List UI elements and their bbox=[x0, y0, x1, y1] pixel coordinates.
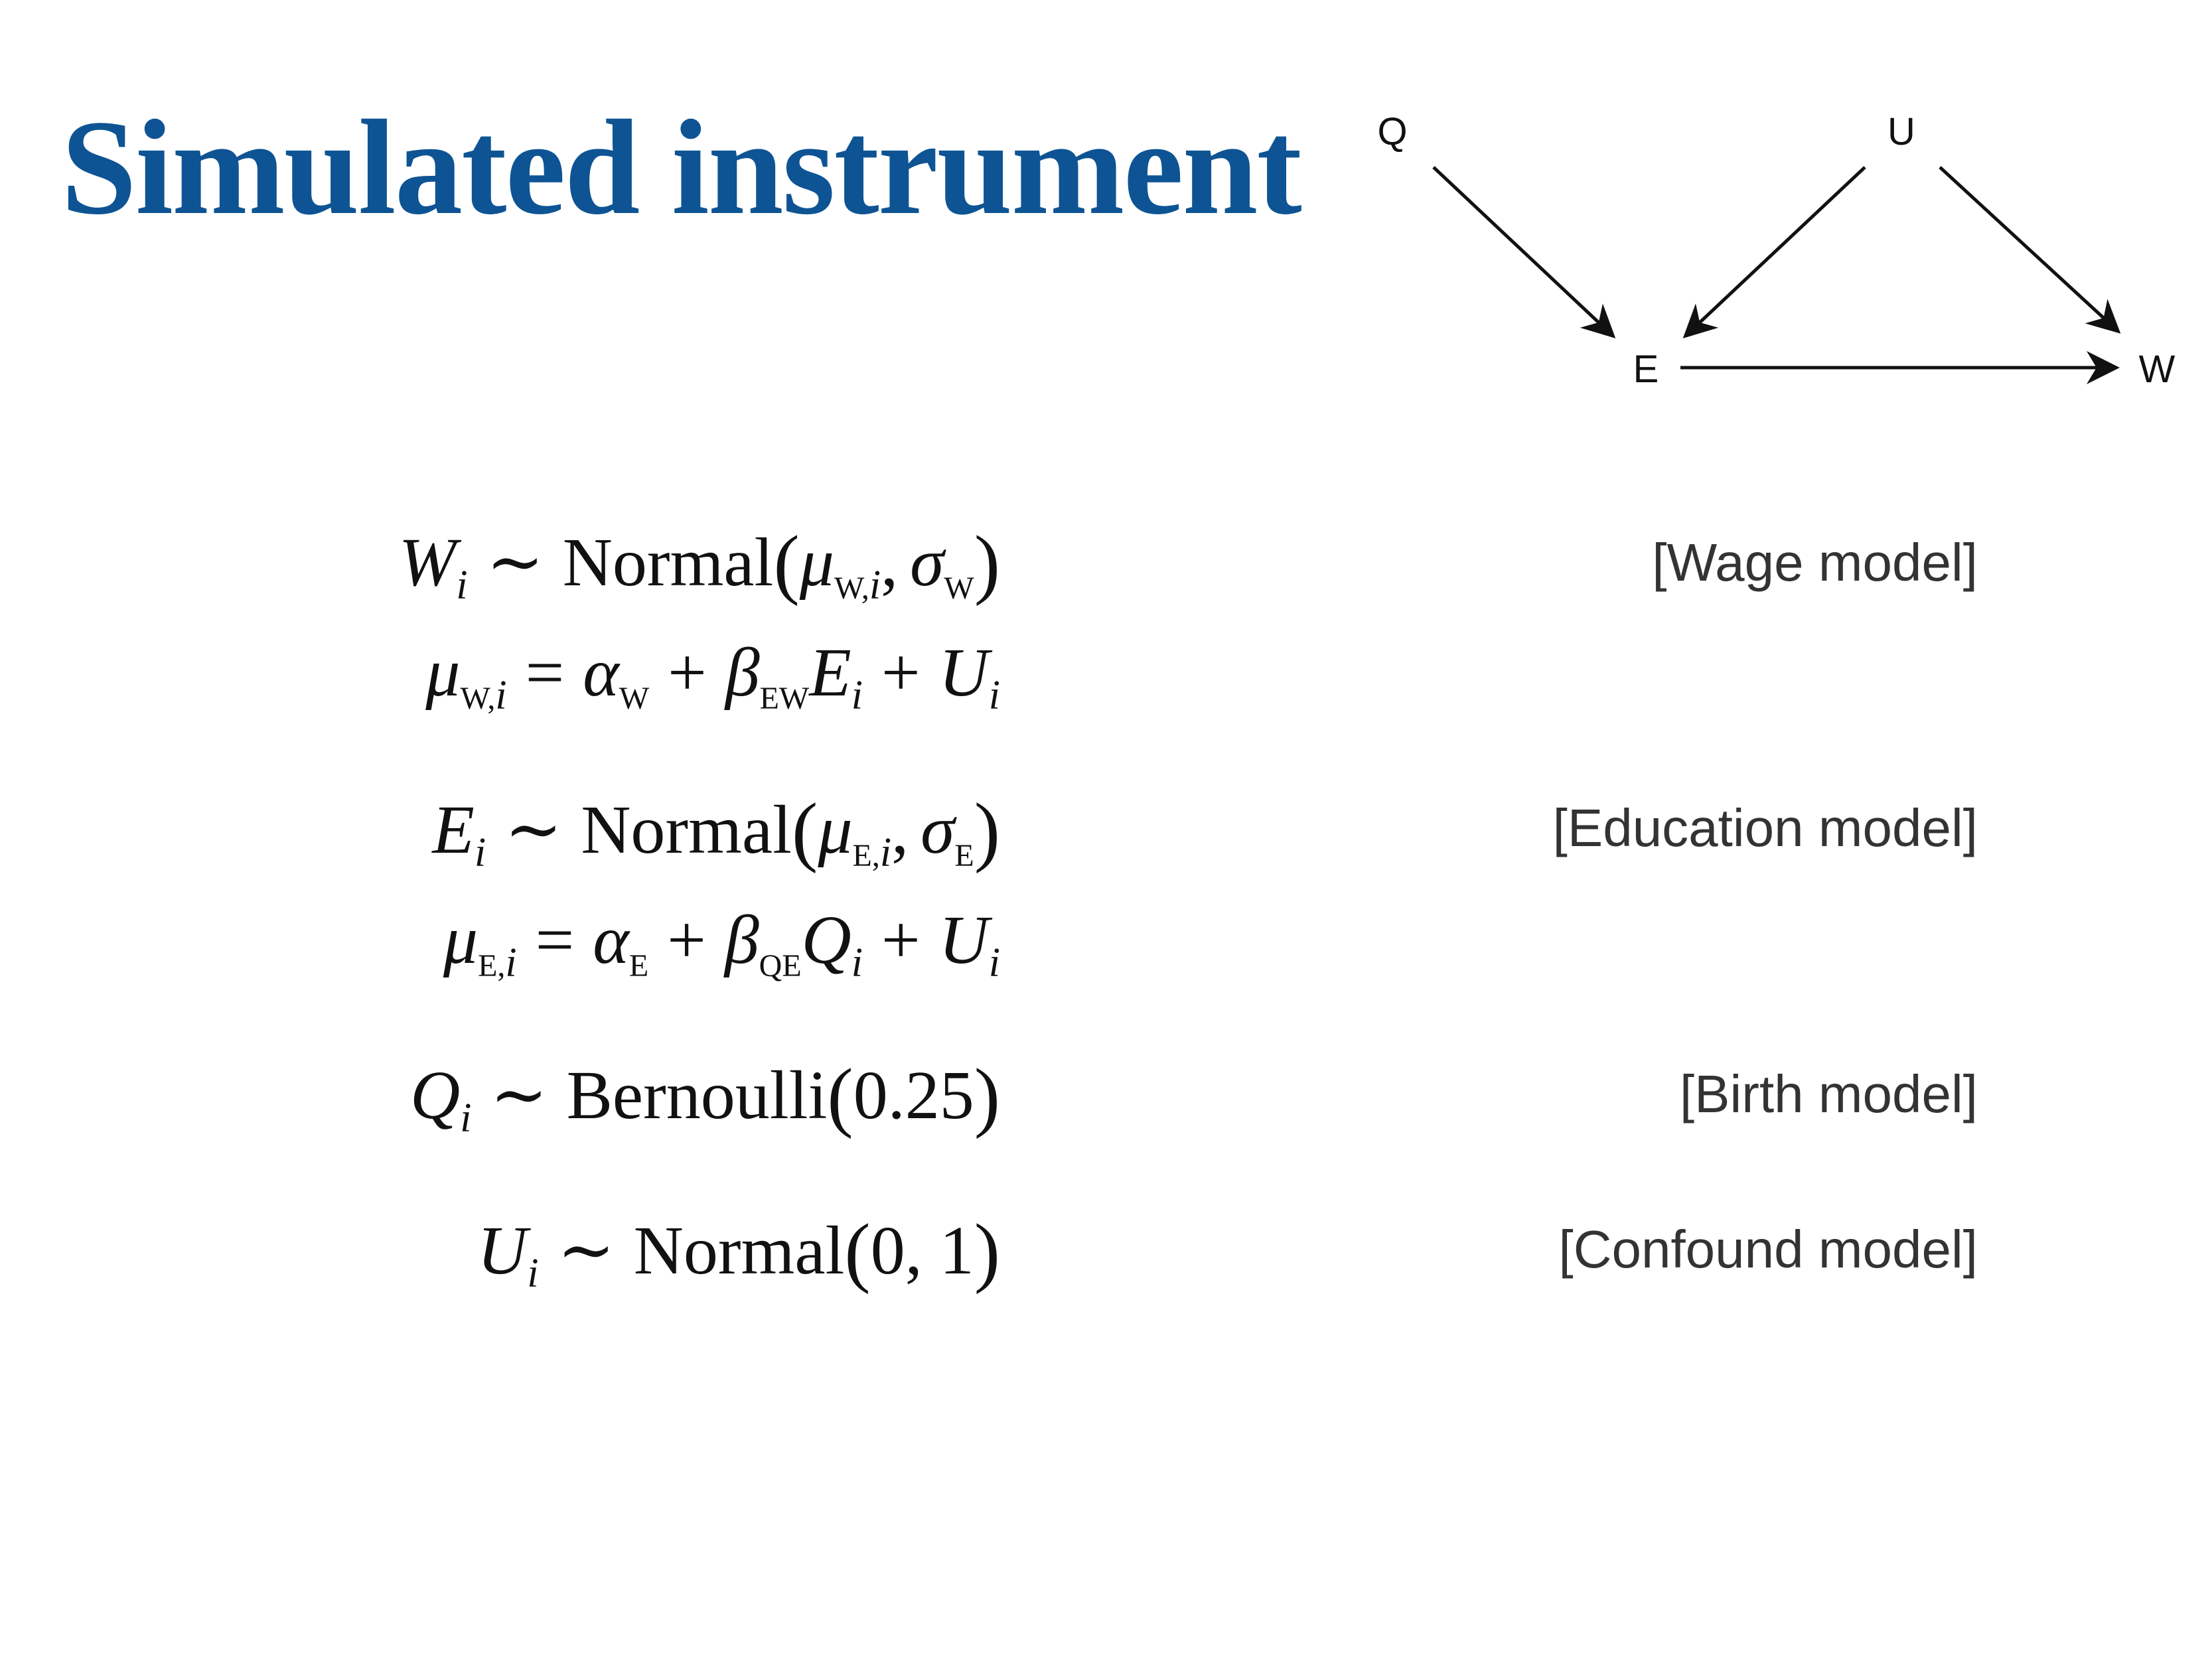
edge-u-to-w bbox=[1940, 167, 2116, 329]
mu-sub-i: i bbox=[495, 672, 507, 718]
dag-node-q: Q bbox=[1377, 110, 1408, 153]
alpha-symbol: α bbox=[583, 634, 619, 711]
mu-symbol: μ bbox=[425, 634, 461, 711]
mu-sub-e: E, bbox=[478, 948, 506, 983]
confound-model-label: [Confound model] bbox=[1558, 1220, 1978, 1279]
sigma-sub: E bbox=[954, 837, 974, 873]
index-sub: i bbox=[474, 830, 486, 875]
slide-title: Simulated instrument bbox=[61, 92, 1301, 243]
distribution-name: Normal bbox=[562, 524, 774, 601]
sigma-symbol: σ bbox=[921, 792, 955, 868]
wage-distribution-equation: $W_i$ ∼ $Normal(\mu_{W,i}$, $\sigma_W$) bbox=[398, 520, 1000, 608]
wage-mean-equation: $\mu_{W,i} = \alpha_W + \beta_{EW}E_i + U_i$ bbox=[425, 634, 1000, 718]
mu-sub-i: i bbox=[869, 562, 881, 608]
instrument-symbol: Q bbox=[801, 902, 851, 978]
causal-dag bbox=[0, 0, 2212, 465]
dag-node-e: E bbox=[1633, 348, 1659, 391]
education-model-label: [Education model] bbox=[1552, 798, 1978, 857]
wage-symbol: W bbox=[398, 524, 457, 601]
alpha-sub: E bbox=[628, 948, 649, 983]
index-sub: i bbox=[988, 940, 1000, 985]
mu-sub-i: i bbox=[505, 940, 517, 985]
mu-sub-e: E, bbox=[852, 837, 880, 873]
distribution-name: Bernoulli bbox=[566, 1057, 828, 1133]
index-sub: i bbox=[988, 672, 1000, 718]
dag-node-w: W bbox=[2138, 348, 2175, 391]
beta-symbol: β bbox=[724, 902, 759, 978]
edge-q-to-e bbox=[1434, 167, 1611, 334]
alpha-symbol: α bbox=[593, 902, 629, 978]
edge-u-to-e bbox=[1688, 167, 1865, 334]
beta-sub: QE bbox=[759, 948, 802, 983]
sim-operator: ∼ bbox=[486, 524, 544, 601]
confound-distribution-equation: $U_i$ ∼ Normal(0, 1) bbox=[477, 1208, 1000, 1296]
distribution-parameter: 0.25 bbox=[853, 1057, 974, 1133]
education-symbol: E bbox=[432, 792, 475, 868]
dag-node-u: U bbox=[1887, 110, 1915, 153]
confound-symbol: U bbox=[477, 1212, 528, 1289]
index-sub: i bbox=[851, 672, 863, 718]
mu-symbol: μ bbox=[799, 524, 834, 601]
index-sub: i bbox=[527, 1250, 539, 1296]
mu-symbol: μ bbox=[443, 902, 479, 978]
instrument-symbol: Q bbox=[410, 1057, 461, 1133]
education-distribution-equation: $E_i$ ∼ $Normal(\mu_{E,i}$, $\sigma_E$) bbox=[432, 787, 1000, 875]
confound-symbol: U bbox=[938, 902, 989, 978]
mu-sub-w: W, bbox=[834, 570, 869, 606]
education-mean-equation: $\mu_{E,i} = \alpha_E + \beta_{QE}Q_i + U_i$ bbox=[443, 902, 1000, 985]
sigma-symbol: σ bbox=[910, 524, 944, 601]
mu-symbol: μ bbox=[818, 792, 853, 868]
birth-distribution-equation: $Q_i$ ∼ Bernoulli(0.25) bbox=[410, 1052, 1000, 1141]
distribution-parameter: 0, 1 bbox=[870, 1212, 974, 1289]
birth-model-label: [Birth model] bbox=[1679, 1064, 1978, 1123]
mu-sub-i: i bbox=[879, 830, 892, 875]
alpha-sub: W bbox=[619, 680, 650, 716]
sigma-sub: W bbox=[944, 570, 974, 606]
index-sub: i bbox=[460, 1095, 472, 1141]
index-sub: i bbox=[851, 940, 863, 985]
index-sub: i bbox=[456, 562, 468, 608]
education-symbol: E bbox=[809, 634, 851, 711]
beta-sub: EW bbox=[759, 680, 810, 716]
mu-sub-w: W, bbox=[460, 680, 496, 716]
distribution-name: Normal bbox=[633, 1212, 845, 1289]
confound-symbol: U bbox=[938, 634, 989, 711]
beta-symbol: β bbox=[725, 634, 760, 711]
wage-model-label: [Wage model] bbox=[1652, 533, 1978, 592]
distribution-name: Normal bbox=[581, 792, 792, 868]
